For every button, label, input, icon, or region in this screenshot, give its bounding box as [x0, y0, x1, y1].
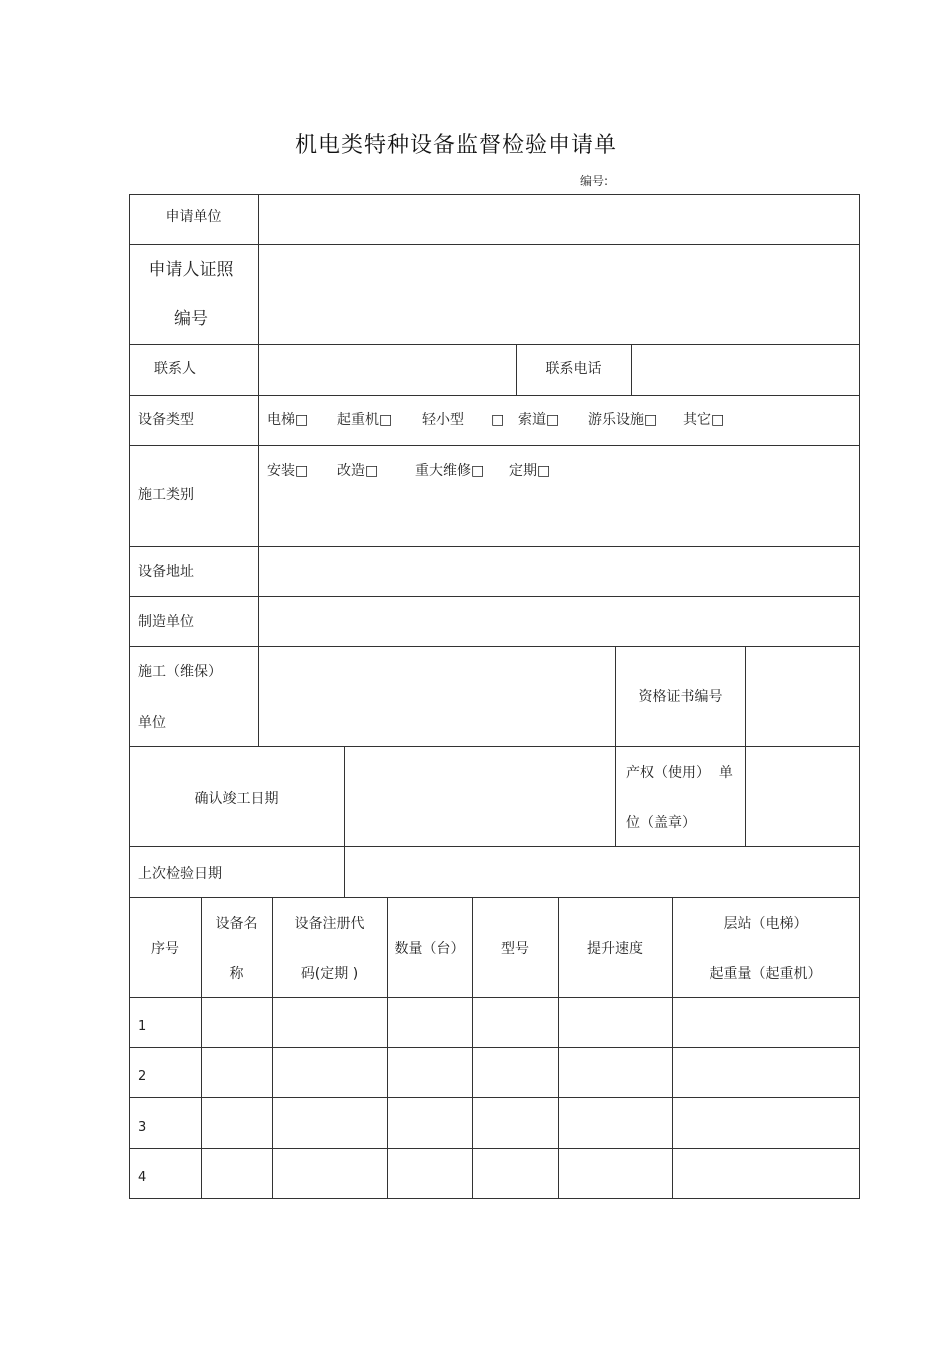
col-header-name-2: 称: [229, 966, 244, 982]
contact-person-field[interactable]: [259, 345, 516, 395]
hline: [129, 1097, 860, 1098]
vline: [859, 194, 860, 1199]
hline: [129, 997, 860, 998]
applicant-unit-label: 申请单位: [165, 209, 222, 225]
equipment-address-field[interactable]: [259, 547, 859, 596]
equipment-type-option-amusement[interactable]: 游乐设施□: [588, 412, 658, 428]
table-row-number: 4: [138, 1170, 147, 1185]
table-row-number: 1: [138, 1019, 147, 1034]
category-option-periodic[interactable]: 定期□: [509, 463, 551, 479]
table-row-number: 3: [138, 1120, 147, 1135]
hline: [129, 445, 860, 446]
last-inspection-label: 上次检验日期: [138, 866, 222, 882]
col-header-floors-2: 起重量（起重机）: [709, 966, 822, 982]
builder-label: 施工（维保）: [138, 664, 222, 680]
vline: [201, 897, 202, 1199]
col-header-no: 序号: [151, 941, 179, 957]
hline: [129, 395, 860, 396]
last-inspection-field[interactable]: [345, 847, 859, 897]
category-option-modify[interactable]: 改造□: [337, 463, 379, 479]
table-row-number: 2: [138, 1069, 147, 1084]
serial-number-label: 编号:: [580, 174, 609, 188]
col-header-model: 型号: [501, 941, 529, 957]
equipment-type-label: 设备类型: [138, 412, 194, 428]
hline: [129, 1198, 860, 1199]
equipment-type-option-ropeway[interactable]: 索道□: [518, 412, 560, 428]
page-title: 机电类特种设备监督检验申请单: [294, 133, 617, 158]
manufacturer-field[interactable]: [259, 597, 859, 646]
equipment-type-checkbox-light-small[interactable]: □: [491, 412, 505, 428]
construction-category-label: 施工类别: [138, 487, 194, 503]
manufacturer-label: 制造单位: [138, 614, 194, 630]
builder-label-2: 单位: [138, 715, 166, 731]
owner-unit-field[interactable]: [746, 747, 859, 846]
applicant-unit-field[interactable]: [259, 195, 859, 244]
applicant-cert-label: 申请人证照: [148, 260, 234, 280]
col-header-reg-code: 设备注册代: [294, 916, 365, 932]
owner-unit-label-2: 位（盖章）: [626, 815, 696, 831]
category-option-install[interactable]: 安装□: [267, 463, 309, 479]
completion-date-field[interactable]: [345, 747, 615, 846]
applicant-cert-field[interactable]: [259, 245, 859, 344]
completion-date-label: 确认竣工日期: [194, 791, 279, 807]
equipment-type-option-crane[interactable]: 起重机□: [337, 412, 393, 428]
col-header-speed: 提升速度: [587, 941, 643, 957]
col-header-reg-code-2: 码(定期 ): [300, 966, 359, 982]
contact-phone-field[interactable]: [632, 345, 859, 395]
hline: [129, 897, 860, 898]
vline: [672, 897, 673, 1199]
equipment-address-label: 设备地址: [138, 564, 194, 580]
contact-person-label: 联系人: [154, 361, 196, 377]
hline: [129, 1047, 860, 1048]
applicant-cert-label-2: 编号: [174, 309, 208, 329]
vline: [615, 646, 616, 846]
hline: [129, 1148, 860, 1149]
col-header-quantity: 数量（台）: [394, 941, 465, 957]
col-header-floors: 层站（电梯）: [723, 916, 808, 932]
category-option-major-repair[interactable]: 重大维修□: [415, 463, 485, 479]
qualification-cert-label: 资格证书编号: [638, 689, 723, 705]
builder-field[interactable]: [259, 647, 615, 746]
contact-phone-label: 联系电话: [545, 361, 602, 377]
equipment-type-option-light-small[interactable]: 轻小型: [422, 412, 464, 428]
equipment-type-option-elevator[interactable]: 电梯□: [267, 412, 309, 428]
vline: [272, 897, 273, 1199]
vline: [129, 194, 130, 1199]
equipment-type-option-other[interactable]: 其它□: [683, 412, 725, 428]
col-header-name: 设备名: [215, 916, 258, 932]
qualification-cert-field[interactable]: [746, 647, 859, 746]
owner-unit-label: 产权（使用） 单: [626, 765, 733, 781]
